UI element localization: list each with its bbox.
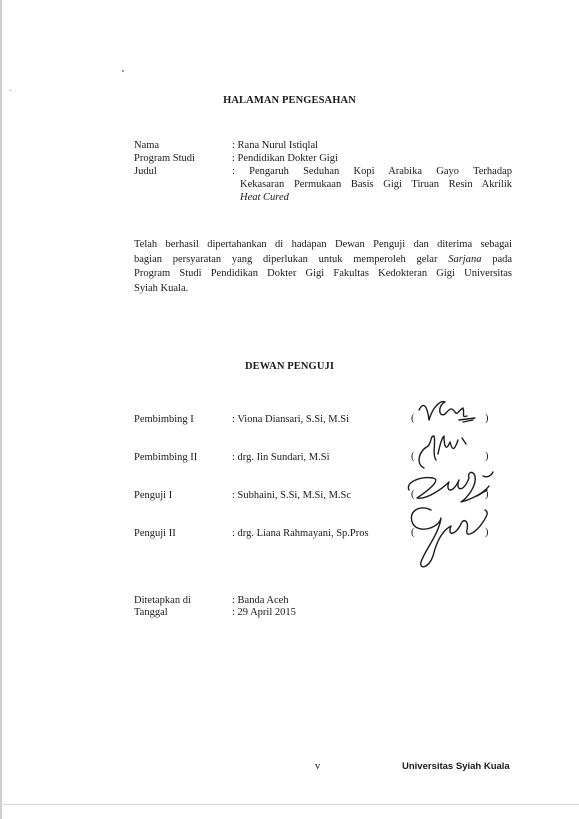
signature-paren-open: ( xyxy=(411,451,415,462)
value-judul xyxy=(232,165,512,178)
judul-line-2: Kekasaran Permukaan Basis Gigi Tiruan Resin Akrilik xyxy=(240,179,512,190)
judul-line-1: : Pengaruh Seduhan Kopi Arabika Gayo Terhadap xyxy=(232,166,512,177)
signature-paren-open: ( xyxy=(411,527,415,538)
scan-speck xyxy=(10,90,11,91)
examiner-role: Pembimbing I xyxy=(134,414,194,425)
place-label: Ditetapkan di xyxy=(134,595,191,606)
signature-paren-open: ( xyxy=(411,489,415,500)
label-judul: Judul xyxy=(134,166,157,177)
signature-paren-close: ) xyxy=(485,413,489,424)
examiner-name: : drg. Iin Sundari, M.Si xyxy=(232,452,330,463)
footer-university: Universitas Syiah Kuala xyxy=(402,761,510,772)
page-number: v xyxy=(315,761,321,772)
examiner-role: Pembimbing II xyxy=(134,452,198,463)
signature-2 xyxy=(410,432,480,472)
statement-line-2-pre: bagian persyaratan yang diperlukan untuk memperoleh gelar xyxy=(134,253,438,265)
examiner-role: Penguji II xyxy=(134,528,176,539)
date-value: : 29 April 2015 xyxy=(232,607,296,618)
scan-edge-left xyxy=(0,0,2,819)
statement-line-2 xyxy=(134,253,512,268)
scan-edge-bottom xyxy=(0,804,579,805)
signature-paren-open: ( xyxy=(411,413,415,424)
value-program-studi: : Pendidikan Dokter Gigi xyxy=(232,153,338,164)
examiners-heading: DEWAN PENGUJI xyxy=(244,361,335,372)
signature-1 xyxy=(415,398,485,432)
examiner-name: : drg. Liana Rahmayani, Sp.Pros xyxy=(232,528,369,539)
statement-line-2-post: pada xyxy=(492,253,513,265)
page-title: HALAMAN PENGESAHAN xyxy=(223,95,356,106)
signature-4 xyxy=(403,500,495,572)
judul-line-3 xyxy=(240,191,289,204)
statement-line-4: Syiah Kuala. xyxy=(134,282,189,294)
signature-paren-close: ) xyxy=(485,527,489,538)
statement-paragraph xyxy=(134,238,512,296)
place-value: : Banda Aceh xyxy=(232,595,289,606)
scan-speck xyxy=(122,70,124,72)
examiner-role: Penguji I xyxy=(134,490,173,501)
examiner-name: : Viona Diansari, S.Si, M.Si xyxy=(232,414,350,425)
examiner-name: : Subhaini, S.Si, M.Si, M.Sc xyxy=(232,490,352,501)
statement-line-3: Program Studi Pendidikan Dokter Gigi Fakultas Kedokteran Gigi Universitas xyxy=(134,268,512,279)
judul-italic: Heat Cured xyxy=(240,192,289,203)
value-nama: : Rana Nurul Istiqlal xyxy=(232,140,319,151)
label-nama: Nama xyxy=(134,140,160,151)
statement-line-1: Telah berhasil dipertahankan di hadapan Dewan Penguji dan diterima sebagai xyxy=(134,239,512,250)
label-program-studi: Program Studi xyxy=(134,153,195,164)
signature-paren-close: ) xyxy=(485,451,489,462)
degree-italic: Sarjana xyxy=(448,253,482,265)
date-label: Tanggal xyxy=(134,607,168,618)
judul-continuation xyxy=(240,178,512,191)
signature-paren-close: ) xyxy=(485,489,489,500)
